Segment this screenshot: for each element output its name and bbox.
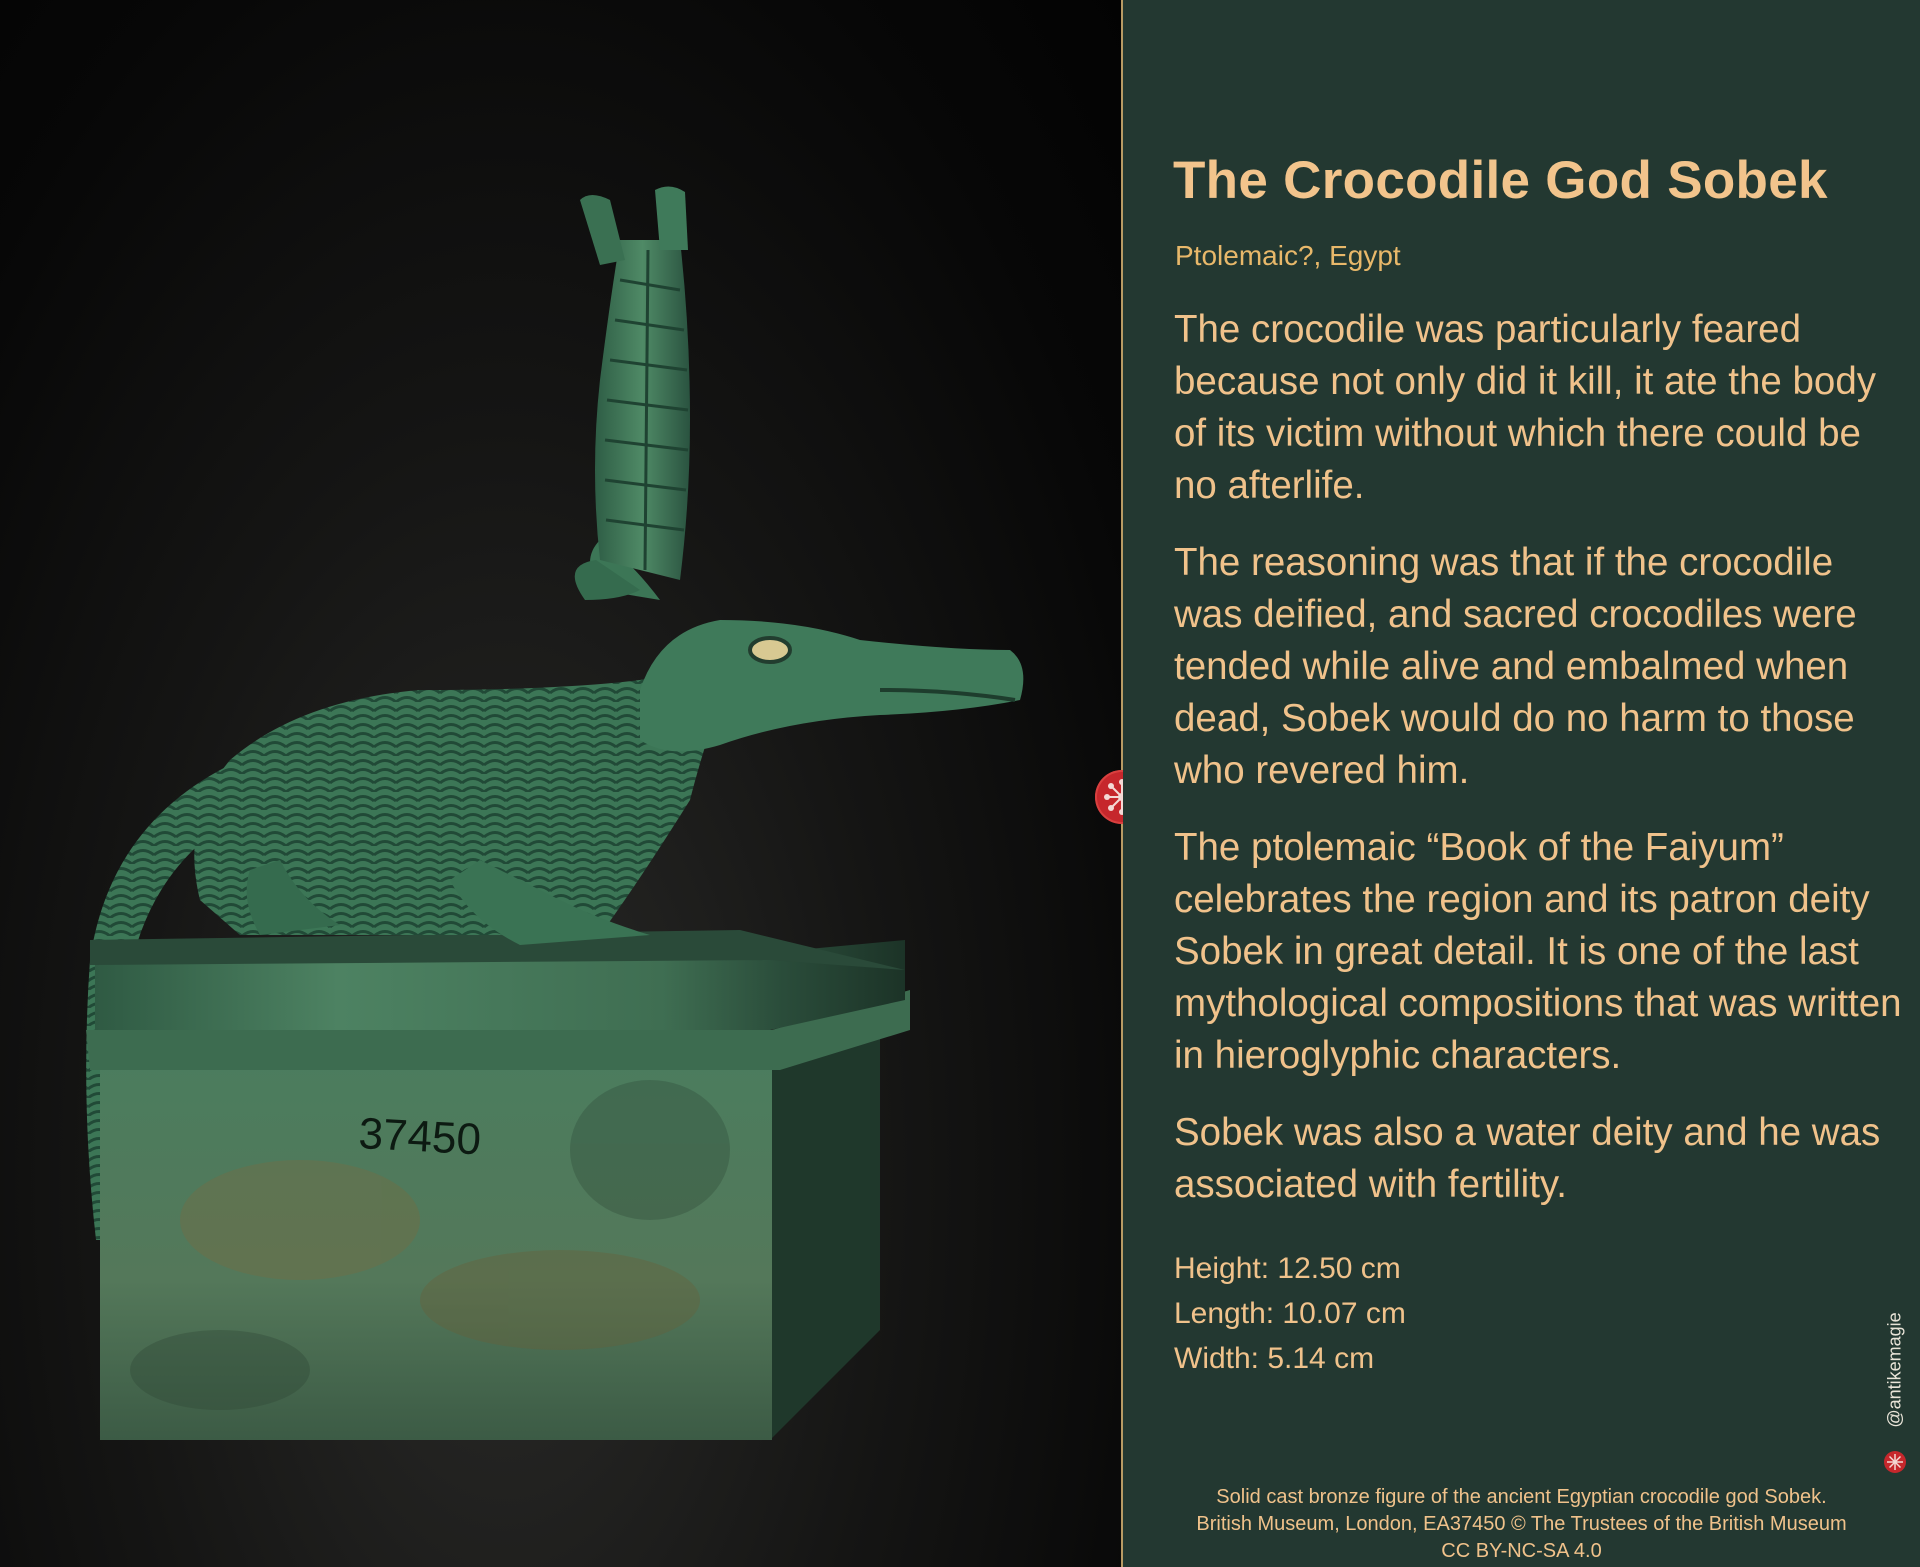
- description-body: [1174, 304, 1904, 1236]
- handle-text: @antikemagie: [1884, 1312, 1905, 1428]
- caption-line: British Museum, London, EA37450 © The Trustees of the British Museum: [1196, 1513, 1847, 1535]
- caption-line: CC BY-NC-SA 4.0: [1441, 1540, 1602, 1562]
- dimensions-list: [1174, 1246, 1406, 1381]
- dimension-length: Length: 10.07 cm: [1174, 1297, 1406, 1330]
- period-origin: Ptolemaic?, Egypt: [1175, 240, 1401, 271]
- caption-line: Solid cast bronze figure of the ancient Egyptian crocodile god Sobek.: [1216, 1486, 1827, 1508]
- paragraph: The ptolemaic “Book of the Faiyum” celebrates the region and its patron deity Sobek in great detail. It is one of the last mythological compositions that was written in hieroglyphic characters.: [1174, 826, 1902, 1077]
- paragraph: The reasoning was that if the crocodile was deified, and sacred crocodiles were tended while alive and embalmed when dead, Sobek would do no harm to those who revered him.: [1174, 541, 1857, 792]
- paragraph: Sobek was also a water deity and he was associated with fertility.: [1174, 1111, 1881, 1206]
- inventory-number: 37450: [357, 1109, 483, 1165]
- dimension-height: Height: 12.50 cm: [1174, 1252, 1401, 1285]
- crocodile-head: [640, 620, 1023, 751]
- description-panel: [1123, 0, 1920, 1567]
- photo-credit-caption: [1123, 1484, 1920, 1565]
- paragraph: The crocodile was particularly feared because not only did it kill, it ate the body of its victim without which there could be no afterlife.: [1174, 308, 1876, 507]
- flower-icon: [1883, 1450, 1907, 1474]
- dimension-width: Width: 5.14 cm: [1174, 1342, 1375, 1375]
- social-handle: [1880, 1280, 1910, 1480]
- page-title: The Crocodile God Sobek: [1173, 151, 1828, 210]
